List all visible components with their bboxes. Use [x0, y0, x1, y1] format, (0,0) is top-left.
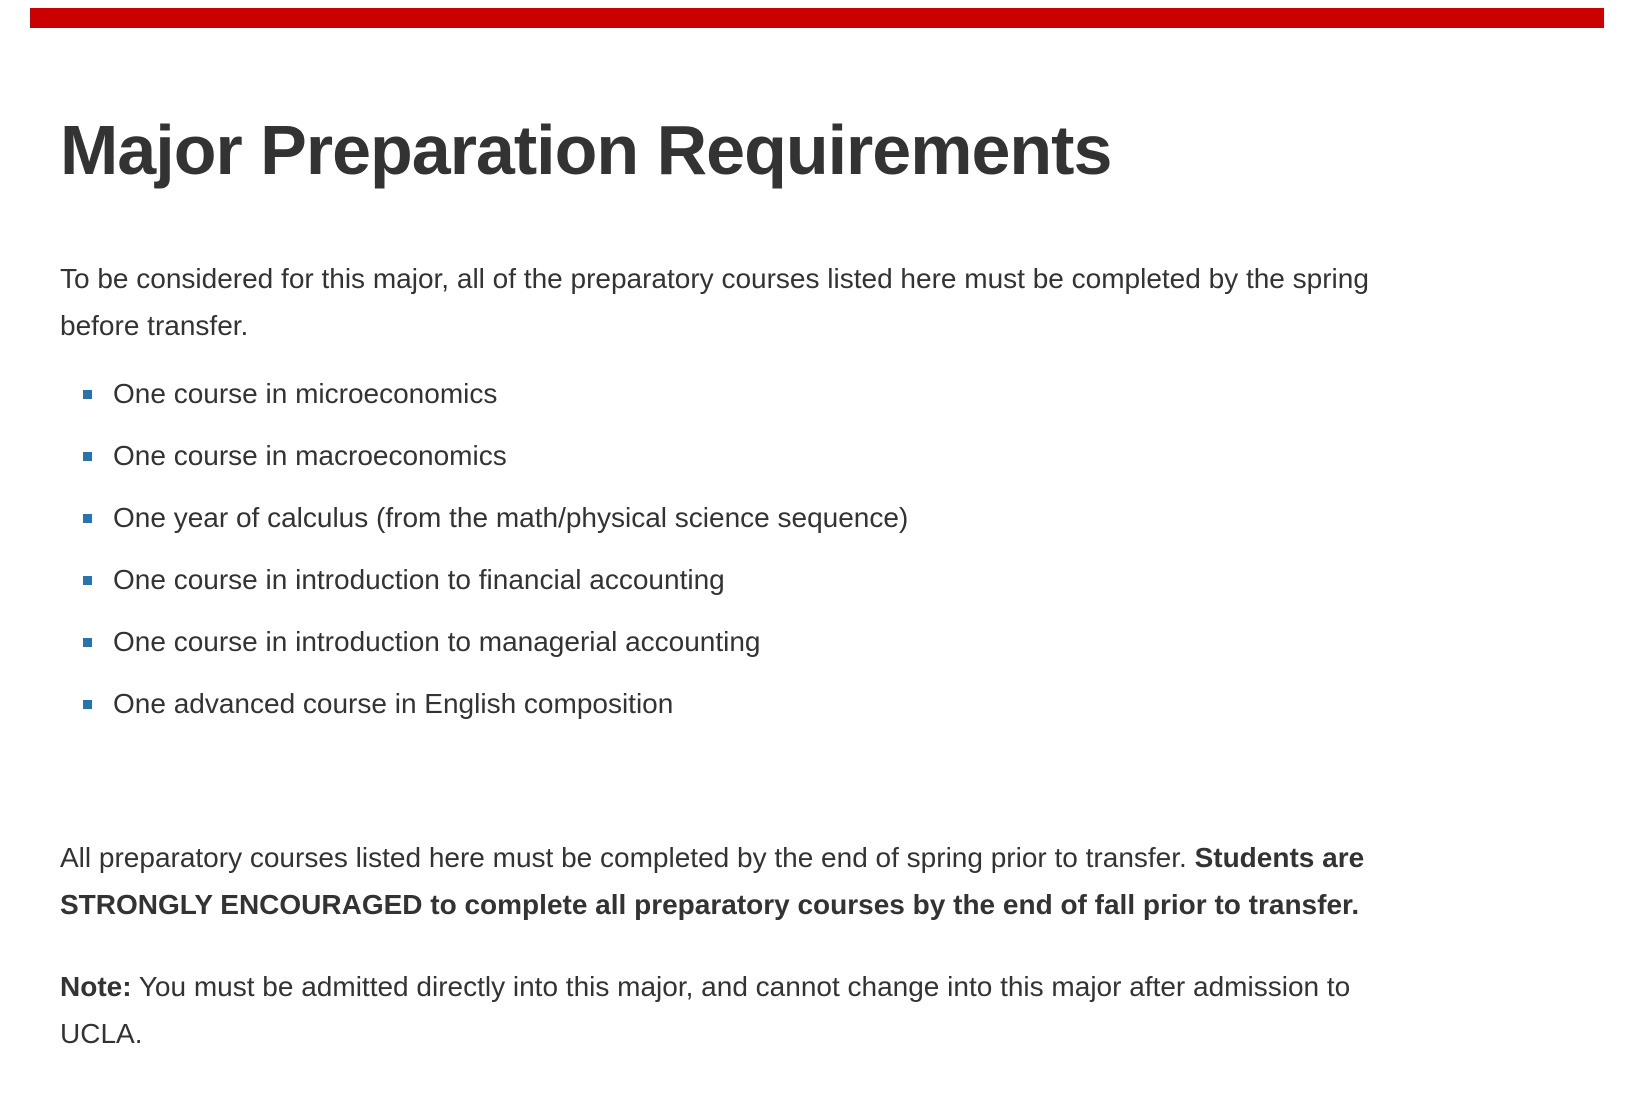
- text-line: [60, 881, 1576, 928]
- top-red-bar: [30, 8, 1604, 28]
- list-item: [60, 380, 1576, 408]
- text-line: [60, 302, 1576, 349]
- bullet-square-icon: [83, 514, 92, 523]
- list-item-text: One year of calculus (from the math/physical science sequence): [113, 502, 909, 533]
- requirements-list: [60, 380, 1576, 718]
- note-paragraph: [60, 963, 1576, 1057]
- intro-paragraph: [60, 255, 1576, 349]
- text-segment: You must be admitted directly into this major, and cannot change into this major after admission to: [131, 971, 1351, 1002]
- bullet-square-icon: [83, 390, 92, 399]
- text-line: [60, 1010, 1576, 1057]
- completion-paragraph: [60, 834, 1576, 928]
- bold-text-segment: Students are: [1194, 842, 1365, 873]
- bullet-square-icon: [83, 638, 92, 647]
- list-item: [60, 628, 1576, 656]
- list-item-text: One course in introduction to financial accounting: [113, 564, 725, 595]
- list-item: [60, 442, 1576, 470]
- text-line: [60, 963, 1576, 1010]
- list-item: [60, 566, 1576, 594]
- text-line: [60, 255, 1576, 302]
- list-item: [60, 504, 1576, 532]
- bold-text-segment: Note:: [60, 971, 132, 1002]
- text-segment: before transfer.: [60, 310, 249, 341]
- bullet-square-icon: [83, 452, 92, 461]
- text-segment: UCLA.: [60, 1018, 143, 1049]
- list-item-text: One course in microeconomics: [113, 378, 498, 409]
- bullet-square-icon: [83, 576, 92, 585]
- list-item-text: One course in introduction to managerial accounting: [113, 626, 761, 657]
- page-content: [0, 112, 1636, 1057]
- text-segment: To be considered for this major, all of the preparatory courses listed here must be completed by the spring: [60, 263, 1369, 294]
- text-line: [60, 834, 1576, 881]
- bold-text-segment: STRONGLY ENCOURAGED to complete all preparatory courses by the end of fall prior to transfer.: [60, 889, 1360, 920]
- list-item: [60, 690, 1576, 718]
- page-title: Major Preparation Requirements: [60, 111, 1112, 189]
- bullet-square-icon: [83, 700, 92, 709]
- list-item-text: One advanced course in English composition: [113, 688, 674, 719]
- list-item-text: One course in macroeconomics: [113, 440, 507, 471]
- text-segment: All preparatory courses listed here must be completed by the end of spring prior to transfer.: [60, 842, 1195, 873]
